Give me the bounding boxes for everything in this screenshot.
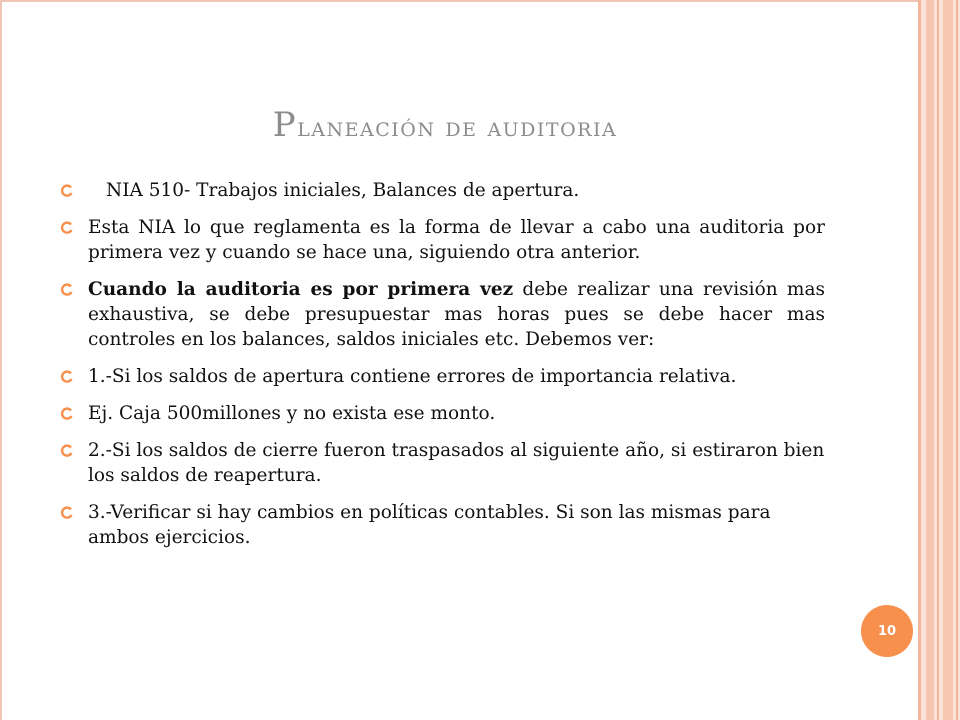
bullet-icon [60,370,74,384]
page-number-badge: 10 [861,605,913,657]
bullet-icon [60,506,74,520]
list-item [60,178,825,203]
bullet-text: Ej. Caja 500millones y no exista ese monto. [88,403,496,424]
list-item [60,215,825,265]
list-item [60,277,825,352]
bullet-icon [60,221,74,235]
bullet-icon [60,184,74,198]
list-item [60,401,825,426]
list-item [60,364,825,389]
bullet-text: 2.-Si los saldos de cierre fueron traspasados al siguiente año, si estiraron bien los saldos de reapertura. [88,440,825,486]
list-item [60,500,825,550]
bullet-text: 1.-Si los saldos de apertura contiene errores de importancia relativa. [88,366,737,387]
bullet-icon [60,444,74,458]
bullet-bold-text: Cuando la auditoria es por primera vez [88,279,514,300]
slide-title: Planeación de auditoria [272,105,618,145]
bullet-icon [60,283,74,297]
list-item [60,438,825,488]
decorative-stripes [918,0,960,720]
bullet-list [60,178,825,562]
bullet-text: NIA 510- Trabajos iniciales, Balances de apertura. [106,180,580,201]
bullet-text: debe realizar una revisión mas exhaustiva, se debe presupuestar mas horas pues se debe hacer mas controles en los balances, saldos iniciales etc. Debemos ver: [88,279,825,350]
bullet-icon [60,407,74,421]
bullet-text: Esta NIA lo que reglamenta es la forma de llevar a cabo una auditoria por primera vez y cuando se hace una, siguiendo otra anterior. [88,217,825,263]
bullet-text: 3.-Verificar si hay cambios en políticas contables. Si son las mismas para ambos ejercicios. [88,502,771,548]
